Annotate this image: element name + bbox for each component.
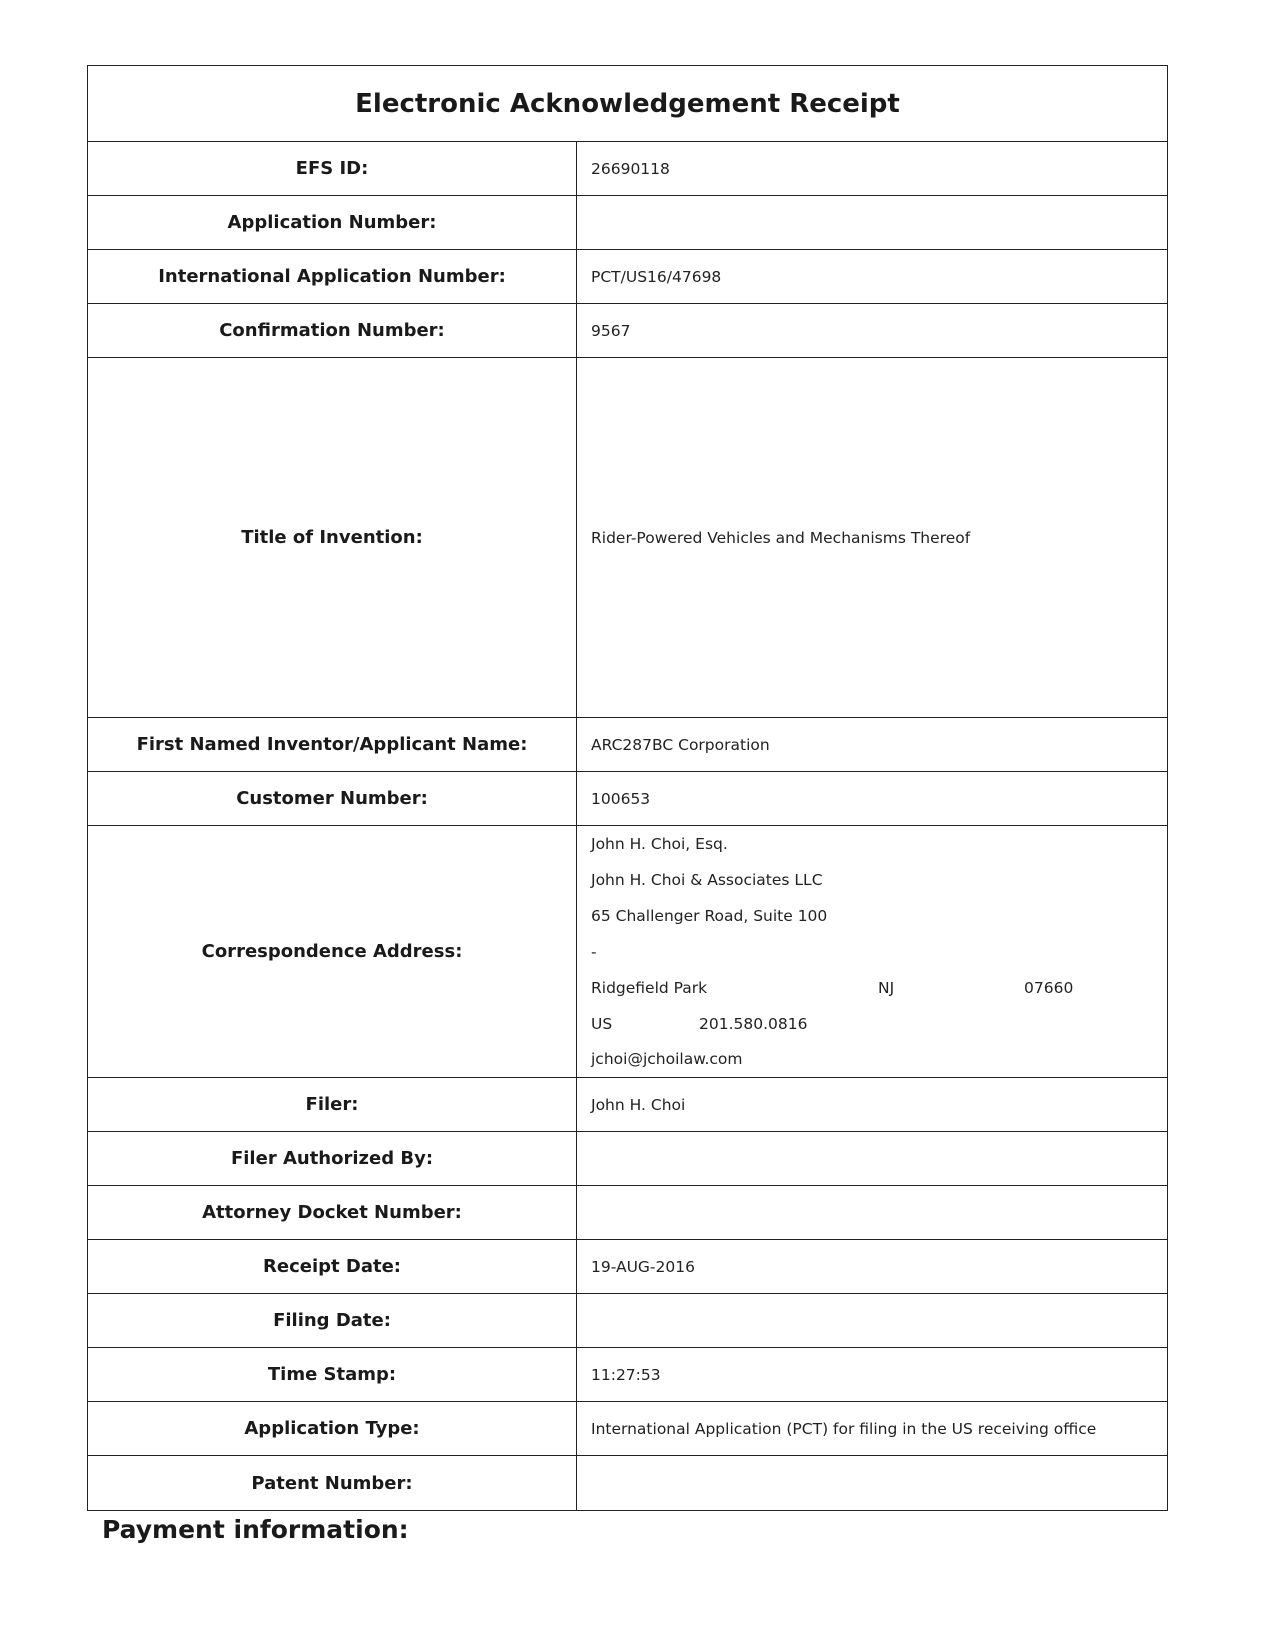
payment-information-heading: Payment information: (102, 1515, 409, 1544)
address-line2: - (591, 943, 597, 961)
title-of-invention-label: Title of Invention: (88, 358, 577, 717)
application-number-label: Application Number: (88, 196, 577, 249)
address-city: Ridgefield Park (591, 979, 708, 997)
row-filer (88, 1078, 1167, 1132)
customer-number-value: 100653 (591, 789, 651, 808)
row-title-of-invention (88, 358, 1167, 718)
filing-date-label: Filing Date: (88, 1294, 577, 1347)
filing-date-value (577, 1294, 1167, 1347)
row-customer-number (88, 772, 1167, 826)
row-receipt-date (88, 1240, 1167, 1294)
patent-number-value (577, 1456, 1167, 1510)
filer-authorized-by-value (577, 1132, 1167, 1185)
filer-authorized-by-label: Filer Authorized By: (88, 1132, 577, 1185)
address-street: 65 Challenger Road, Suite 100 (591, 907, 828, 925)
confirmation-number-label: Confirmation Number: (88, 304, 577, 357)
receipt-date-value: 19-AUG-2016 (591, 1257, 695, 1276)
receipt-title: Electronic Acknowledgement Receipt (88, 66, 1167, 142)
international-application-number-label: International Application Number: (88, 250, 577, 303)
row-efs-id (88, 142, 1167, 196)
attorney-docket-number-value (577, 1186, 1167, 1239)
time-stamp-label: Time Stamp: (88, 1348, 577, 1401)
application-type-label: Application Type: (88, 1402, 577, 1455)
row-patent-number (88, 1456, 1167, 1510)
time-stamp-value: 11:27:53 (591, 1365, 661, 1384)
row-filing-date (88, 1294, 1167, 1348)
efs-id-label: EFS ID: (88, 142, 577, 195)
address-country: US (591, 1014, 613, 1033)
filer-label: Filer: (88, 1078, 577, 1131)
international-application-number-value: PCT/US16/47698 (591, 267, 722, 286)
address-email: jchoi@jchoilaw.com (591, 1050, 743, 1068)
address-firm: John H. Choi & Associates LLC (591, 871, 823, 889)
attorney-docket-number-label: Attorney Docket Number: (88, 1186, 577, 1239)
patent-number-label: Patent Number: (88, 1456, 577, 1510)
first-named-inventor-label: First Named Inventor/Applicant Name: (88, 718, 577, 771)
row-correspondence-address (88, 826, 1167, 1078)
receipt-date-label: Receipt Date: (88, 1240, 577, 1293)
application-number-value (577, 196, 1167, 249)
row-filer-authorized-by (88, 1132, 1167, 1186)
address-name: John H. Choi, Esq. (591, 835, 728, 853)
row-confirmation-number (88, 304, 1167, 358)
efs-id-value: 26690118 (591, 159, 670, 178)
row-first-named-inventor (88, 718, 1167, 772)
address-zip: 07660 (1024, 979, 1074, 997)
application-type-value: International Application (PCT) for filing in the US receiving office (591, 1419, 1097, 1438)
confirmation-number-value: 9567 (591, 321, 631, 340)
correspondence-address-value (577, 826, 1167, 1077)
address-country-phone (591, 1006, 1167, 1042)
filer-value: John H. Choi (591, 1095, 686, 1114)
address-state: NJ (878, 979, 895, 997)
address-phone: 201.580.0816 (699, 1014, 808, 1033)
customer-number-label: Customer Number: (88, 772, 577, 825)
acknowledgement-receipt-table (87, 65, 1168, 1511)
row-application-number (88, 196, 1167, 250)
row-international-application-number (88, 250, 1167, 304)
first-named-inventor-value: ARC287BC Corporation (591, 735, 770, 754)
row-attorney-docket-number (88, 1186, 1167, 1240)
address-city-state-zip (591, 970, 1167, 1006)
title-of-invention-value: Rider-Powered Vehicles and Mechanisms Thereof (591, 528, 971, 547)
row-time-stamp (88, 1348, 1167, 1402)
row-application-type (88, 1402, 1167, 1456)
correspondence-address-label: Correspondence Address: (88, 826, 577, 1077)
